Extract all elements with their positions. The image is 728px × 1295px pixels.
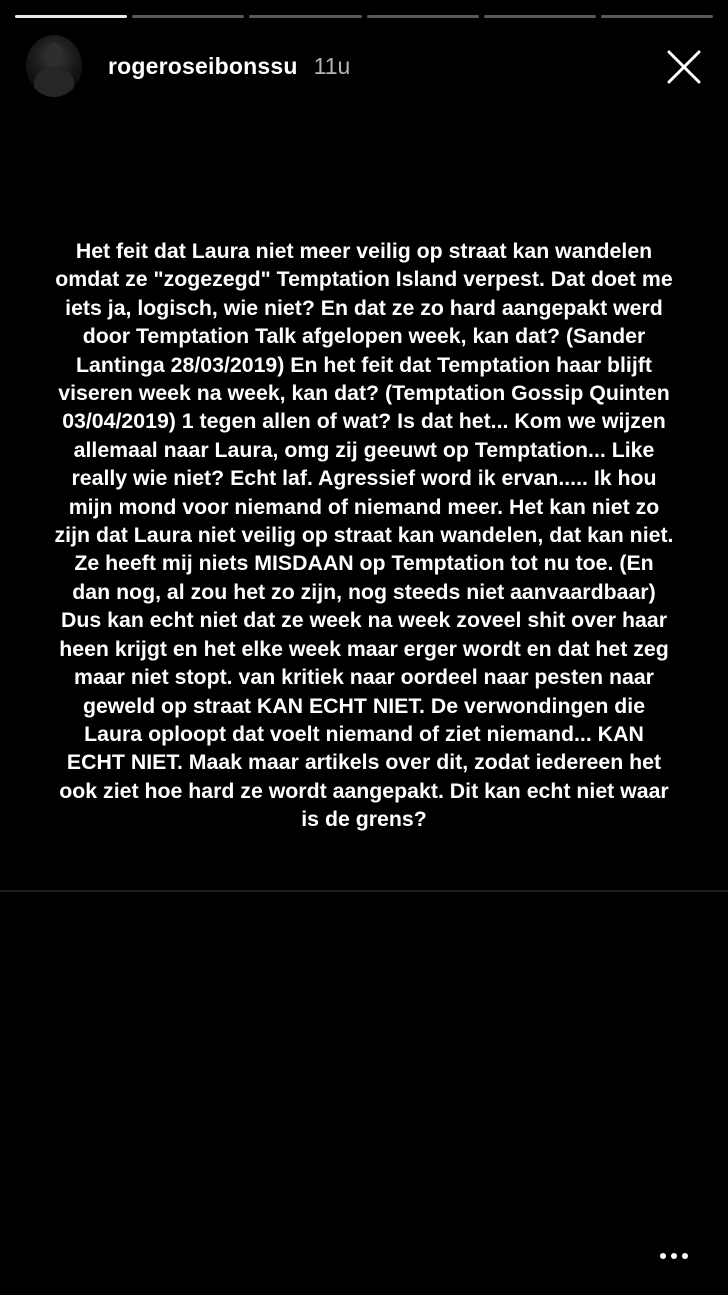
- progress-segment: [367, 15, 479, 18]
- story-timestamp: 11u: [313, 52, 351, 79]
- close-icon[interactable]: [664, 47, 704, 87]
- story-header: [26, 33, 710, 99]
- progress-segment: [249, 15, 361, 18]
- story-progress-bar: [15, 15, 713, 18]
- progress-segment: [484, 15, 596, 18]
- progress-segment: [601, 15, 713, 18]
- username[interactable]: rogeroseibonssu: [108, 52, 298, 79]
- story-text: Het feit dat Laura niet meer veilig op straat kan wandelen omdat ze "zogezegd" Temptation Island verpest. Dat doet me iets ja, logisch, wie niet? En dat ze zo hard aangepakt werd door Temptation Talk afgelopen week, kan dat? (Sander Lantinga 28/03/2019) En het feit dat Temptation haar blijft viseren week na week, kan dat? (Temptation Gossip Quinten 03/04/2019) 1 tegen allen of wat? Is dat het... Kom we wijzen allemaal naar Laura, omg zij geeuwt op Temptation... Like really wie niet? Echt laf. Agressief word ik ervan..... Ik hou mijn mond voor niemand of niemand meer. Het kan niet zo zijn dat Laura niet veilig op straat kan wandelen, dat kan niet. Ze heeft mij niets MISDAAN op Temptation tot nu toe. (En dan nog, al zou het zo zijn, nog steeds niet aanvaardbaar) Dus kan echt niet dat ze week na week zoveel shit over haar heen krijgt en het elke week maar erger wordt en dat het zeg maar niet stopt. van kritiek naar oordeel naar pesten naar geweld op straat KAN ECHT NIET. De verwondingen die Laura oploopt dat voelt niemand of ziet niemand... KAN ECHT NIET. Maak maar artikels over dit, zodat iedereen het ook ziet hoe hard ze wordt aangepakt. Dit kan echt niet waar is de grens?: [54, 239, 674, 832]
- dot: [660, 1253, 666, 1259]
- more-options-icon[interactable]: [660, 1253, 688, 1259]
- progress-segment: [132, 15, 244, 18]
- profile-avatar[interactable]: [26, 35, 82, 97]
- dot: [671, 1253, 677, 1259]
- dot: [682, 1253, 688, 1259]
- progress-segment: [15, 15, 127, 18]
- divider: [0, 890, 728, 892]
